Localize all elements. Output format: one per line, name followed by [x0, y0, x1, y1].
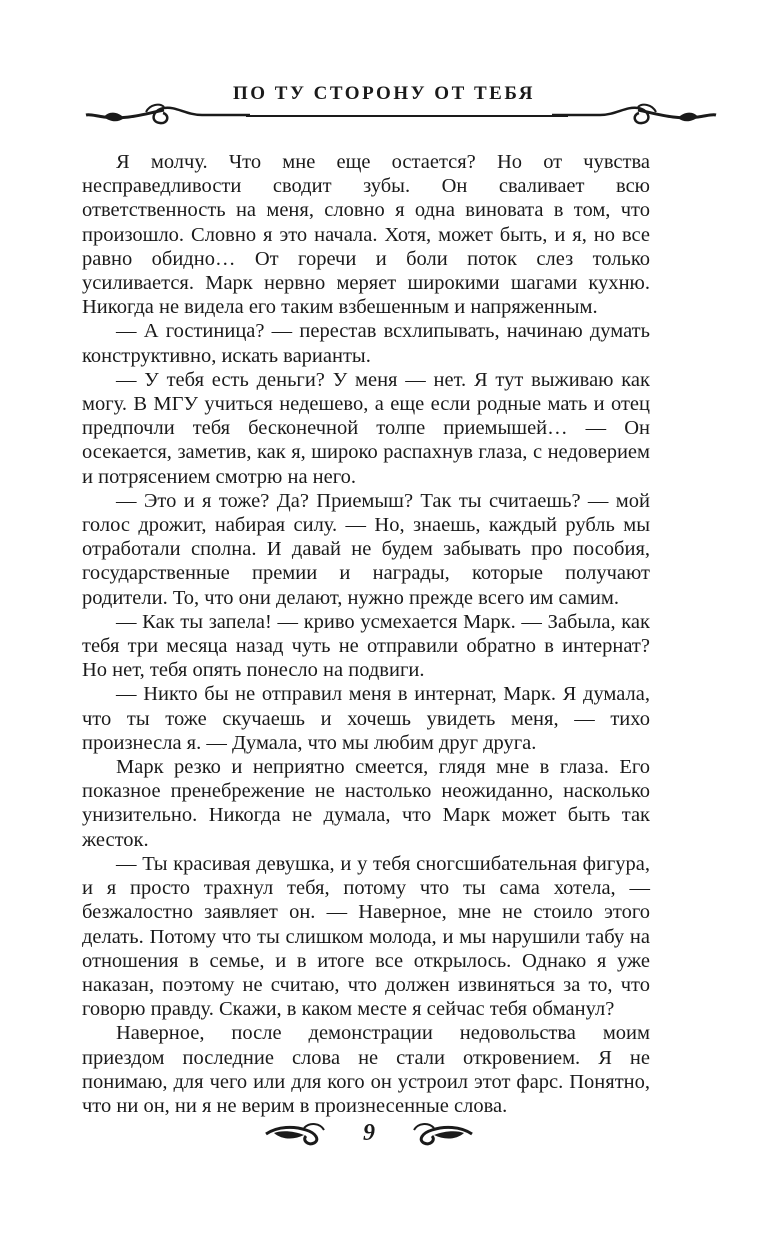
- left-folio-flourish: [264, 1118, 328, 1148]
- paragraph: — Никто бы не отправил меня в интернат, Марк. Я думала, что ты тоже скучаешь и хочешь увидеть меня, — тихо произнесла я. — Думала, что мы любим друг друга.: [82, 683, 650, 754]
- paragraph: Марк резко и неприятно смеется, глядя мне в глаза. Его показное пренебрежение не настолько неожиданно, насколько унизительно. Никогда не думала, что Марк может быть так жесток.: [82, 756, 650, 851]
- left-header-flourish: [84, 98, 254, 130]
- paragraph: Наверное, после демонстрации недовольства моим приездом последние слова не стали откровением. Я не понимаю, для чего или для кого он устроил этот фарс. Понятно, что ни он, ни я не верим в произнесенные слова.: [82, 1022, 650, 1117]
- paragraph: — Как ты запела! — криво усмехается Марк. — Забыла, как тебя три месяца назад чуть не отправили обратно в интернат? Но нет, тебя опять понесло на подвиги.: [82, 610, 650, 682]
- paragraph: — У тебя есть деньги? У меня — нет. Я тут выживаю как могу. В МГУ учиться недешево, а еще если родные мать и отец предпочли тебя бесконечной толпе приемышей… — Он осекается, заметив, как я, широко распахнув глаза, с недоверием и потрясением смотрю на него.: [82, 368, 650, 488]
- paragraph: — Ты красивая девушка, и у тебя сногсшибательная фигура, и я просто трахнул тебя, потому что ты сама хотела, — безжалостно заявляет он. — Наверное, мне не стоило этого делать. Потому что ты слишком молода, и мы нарушили табу на отношения в семье, и в итоге все открылось. Однако я уже наказан, поэтому не считаю, что должен извиняться за то, что говорю правду. Скажи, в каком месте я сейчас тебя обманул?: [82, 852, 650, 1021]
- paragraph: — Это и я тоже? Да? Приемыш? Так ты считаешь? — мой голос дрожит, набирая силу. — Но, знаешь, каждый рубль мы отработали сполна. И давай не будем забывать про пособия, государственные премии и награды, которые получают родители. То, что они делают, нужно прежде всего им самим.: [82, 489, 650, 609]
- paragraph: Я молчу. Что мне еще остается? Но от чувства несправедливости сводит зубы. Он сваливает всю ответственность на меня, словно я одна виновата в том, что произошло. Словно я это начала. Хотя, может быть, и я, но все равно обидно… От горечи и боли поток слез только усиливается. Марк нервно меряет широкими шагами кухню. Никогда не видела его таким взбешенным и напряженным.: [82, 151, 650, 319]
- right-header-flourish: [548, 98, 718, 130]
- running-title: ПО ТУ СТОРОНУ ОТ ТЕБЯ: [232, 83, 536, 104]
- body-text: [82, 150, 650, 1118]
- paragraph: — А гостиница? — перестав всхлипывать, начинаю думать конструктивно, искать варианты.: [82, 320, 650, 367]
- page-number: 9: [363, 1120, 375, 1146]
- right-folio-flourish: [410, 1118, 474, 1148]
- header-rule: [246, 115, 568, 117]
